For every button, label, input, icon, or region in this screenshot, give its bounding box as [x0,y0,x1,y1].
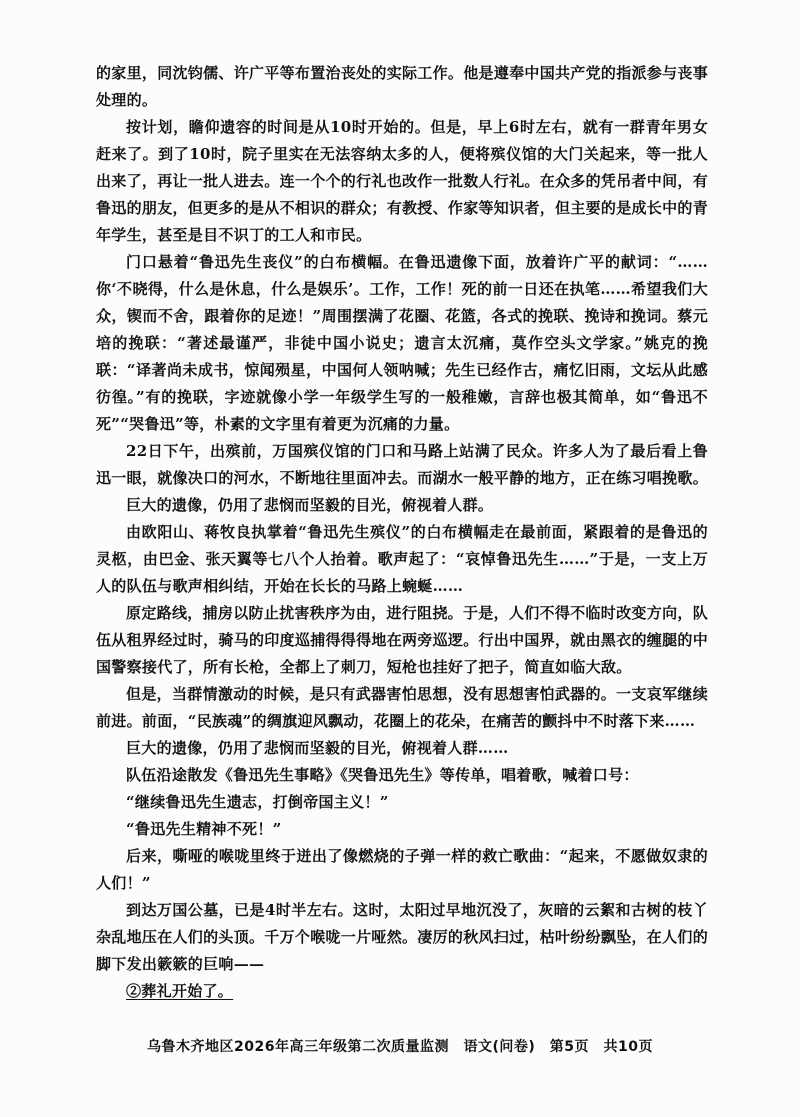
paragraph: 到达万国公墓，已是4时半左右。这时，太阳过早地沉没了，灰暗的云絮和古树的枝丫杂乱地压在人们的头顶。千万个喉咙一片哑然。凄厉的秋风扫过，枯叶纷纷飘坠，在人们的脚下发出簌簌的巨响—— [96,901,709,973]
paragraph: 后来，嘶哑的喉咙里终于迸出了像燃烧的子弹一样的救亡歌曲：“起来，不愿做奴隶的人们！” [96,847,708,892]
paragraph: 但是，当群情激动的时候，是只有武器害怕思想，没有思想害怕武器的。一支哀军继续前进。前面，“民族魂”的绸旗迎风飘动，花圈上的花朵，在痛苦的颤抖中不时落下来…… [96,685,708,730]
paragraph: 按计划，瞻仰遗容的时间是从10时开始的。但是，早上6时左右，就有一群青年男女赶来了。到了10时，院子里实在无法容纳太多的人，便将殡仪馆的大门关起来，等一批人出来了，再让一批人进去。连一个个的行礼也改作一批数人行礼。在众多的凭吊者中间，有鲁迅的朋友，但更多的是从不相识的群众；有教授、作家等知识者，但主要的是成长中的青年学生，甚至是目不识丁的工人和市民。 [96,118,709,244]
paragraph: “鲁迅先生精神不死！” [126,820,282,838]
paragraph: 由欧阳山、蒋牧良执掌着“鲁迅先生殡仪”的白布横幅走在最前面，紧跟着的是鲁迅的灵柩，由巴金、张天翼等七八个人抬着。歌声起了：“哀悼鲁迅先生……”于是，一支上万人的队伍与歌声相纠结，开始在长长的马路上蜿蜒…… [96,523,708,595]
page-footer: 乌鲁木齐地区2026年高三年级第二次质量监测 语文(问卷) 第5页 共10页 [147,1039,653,1055]
paragraph: 队伍沿途散发《鲁迅先生事略》《哭鲁迅先生》等传单，唱着歌，喊着口号： [126,766,639,784]
underlined-sentence [96,978,708,1005]
paragraph: “继续鲁迅先生遗志，打倒帝国主义！” [126,793,389,811]
underlined-text: ②葬礼开始了。 [126,982,234,1000]
paragraph: 的家里，同沈钧儒、许广平等布置治丧处的实际工作。他是遵奉中国共产党的指派参与丧事处理的。 [96,64,709,109]
article-body [96,60,708,1005]
paragraph: 门口悬着“鲁迅先生丧仪”的白布横幅。在鲁迅遗像下面，放着许广平的献词：“……你‘不晓得，什么是休息，什么是娱乐’。工作，工作！死的前一日还在执笔……希望我们大众，锲而不舍，跟着你的足迹！”周围摆满了花圈、花篮，各式的挽联、挽诗和挽词。蔡元培的挽联：“著述最谨严，非徒中国小说史；遗言太沉痛，莫作空头文学家。”姚克的挽联：“译著尚未成书，惊闻殒星，中国何人领呐喊；先生已经作古，痛忆旧雨，文坛从此感彷徨。”有的挽联，字迹就像小学一年级学生写的一般稚嫩，言辞也极其简单，如“鲁迅不死”“哭鲁迅”等，朴素的文字里有着更为沉痛的力量。 [96,253,708,433]
paragraph: 原定路线，捕房以防止扰害秩序为由，进行阻挠。于是，人们不得不临时改变方向，队伍从租界经过时，骑马的印度巡捕得得得地在两旁巡逻。行出中国界，就由黑衣的缠腿的中国警察接代了，所有长枪，全都上了刺刀，短枪也挂好了把子，简直如临大敌。 [96,604,709,676]
paragraph: 巨大的遗像，仍用了悲悯而坚毅的目光，俯视着人群。 [126,496,494,514]
paragraph: 22日下午，出殡前，万国殡仪馆的门口和马路上站满了民众。许多人为了最后看上鲁迅一眼，就像决口的河水，不断地往里面冲去。而湖水一般平静的地方，正在练习唱挽歌。 [96,442,709,487]
paragraph: 巨大的遗像，仍用了悲悯而坚毅的目光，俯视着人群…… [126,739,509,757]
